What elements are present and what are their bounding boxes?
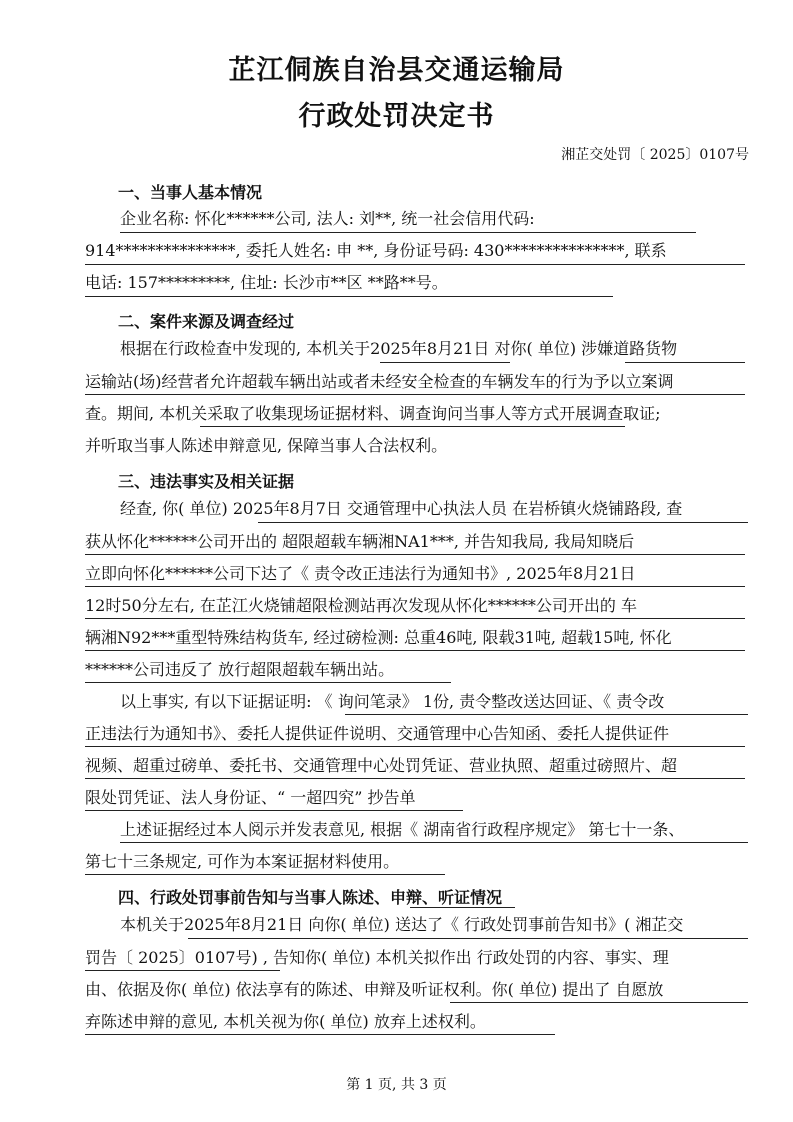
fill-underline [85, 296, 613, 297]
fill-underline [410, 907, 515, 908]
fill-underline [120, 232, 696, 233]
fill-underline [200, 426, 625, 427]
fill-underline [85, 618, 745, 619]
section-2-line-1: 根据在行政检查中发现的, 本机关于2025年8月21日 对你( 单位) 涉嫌道路货物 [120, 339, 678, 358]
section-3-line-11: 上述证据经过本人阅示并发表意见, 根据《 湖南省行政程序规定》 第七十一条、 [120, 820, 685, 839]
section-3-line-10: 限处罚凭证、法人身份证、“ 一超四究” 抄告单 [85, 788, 416, 807]
section-1-line-3: 电话: 157*********, 住址: 长沙市**区 **路**号。 [85, 273, 448, 292]
document-title: 芷江侗族自治县交通运输局 [228, 55, 565, 86]
fill-underline [345, 714, 748, 715]
fill-underline [85, 810, 463, 811]
section-3-heading: 三、违法事实及相关证据 [118, 472, 295, 491]
section-4-line-2: 罚告〔 2025〕0107号) , 告知你( 单位) 本机关拟作出 行政处罚的内容、事实、理 [85, 948, 669, 967]
fill-underline [85, 1034, 555, 1035]
section-4-line-3: 由、依据及你( 单位) 依法享有的陈述、申辩及听证权利。你( 单位) 提出了 自愿放 [85, 980, 664, 999]
fill-underline [258, 522, 748, 523]
section-3-line-8: 正违法行为通知书》、委托人提供证件说明、交通管理中心告知函、委托人提供证件 [85, 724, 670, 743]
fill-underline [450, 1002, 748, 1003]
document-subtitle: 行政处罚决定书 [298, 101, 495, 132]
section-3-line-7: 以上事实, 有以下证据证明: 《 询问笔录》 1份, 责令整改送达回证、《 责令改 [120, 692, 665, 711]
section-3-line-4: 12时50分左右, 在芷江火烧铺超限检测站再次发现从怀化******公司开出的 车 [85, 596, 637, 615]
section-3-line-5: 辆湘N92***重型特殊结构货车, 经过磅检测: 总重46吨, 限载31吨, 超载15吨, 怀化 [85, 628, 672, 647]
fill-underline [625, 362, 745, 363]
section-4-line-1: 本机关于2025年8月21日 向你( 单位) 送达了《 行政处罚事前告知书》( 湘芷交 [120, 915, 684, 934]
fill-underline [85, 682, 451, 683]
section-4-heading: 四、行政处罚事前告知与当事人陈述、申辩、听证情况 [118, 888, 503, 907]
fill-underline [188, 938, 748, 939]
section-3-line-9: 视频、超重过磅单、委托书、交通管理中心处罚凭证、营业执照、超重过磅照片、超 [85, 756, 678, 775]
document-number: 湘芷交处罚〔 2025〕0107号 [561, 147, 749, 163]
section-2-line-2: 运输站(场)经营者允许超载车辆出站或者未经安全检查的车辆发车的行为予以立案调 [85, 372, 674, 391]
section-3-line-12: 第七十三条规定, 可作为本案证据材料使用。 [85, 852, 400, 871]
section-2-line-3: 查。期间, 本机关采取了收集现场证据材料、调查询问当事人等方式开展调查取证; [85, 404, 661, 423]
section-1-line-1: 企业名称: 怀化******公司, 法人: 刘**, 统一社会信用代码: [120, 209, 535, 228]
section-2-line-4: 并听取当事人陈述申辩意见, 保障当事人合法权利。 [85, 436, 448, 455]
section-3-line-6: ******公司违反了 放行超限超载车辆出站。 [85, 660, 395, 679]
section-2-heading: 二、案件来源及调查经过 [118, 312, 295, 331]
fill-underline [85, 264, 745, 265]
fill-underline [85, 970, 280, 971]
section-3-line-3: 立即向怀化******公司下达了《 责令改正违法行为通知书》, 2025年8月21日 [85, 564, 636, 583]
fill-underline [85, 394, 745, 395]
page-footer: 第 1 页, 共 3 页 [346, 1077, 447, 1093]
fill-underline [85, 586, 745, 587]
section-4-line-4: 弃陈述申辩的意见, 本机关视为你( 单位) 放弃上述权利。 [85, 1012, 486, 1031]
fill-underline [85, 650, 745, 651]
section-1-line-2: 914***************, 委托人姓名: 申 **, 身份证号码: 430***************, 联系 [85, 241, 667, 260]
section-3-line-2: 获从怀化******公司开出的 超限超载车辆湘NA1***, 并告知我局, 我局知晓后 [85, 532, 635, 551]
fill-underline [85, 746, 745, 747]
fill-underline [380, 362, 510, 363]
fill-underline [85, 874, 445, 875]
fill-underline [85, 778, 745, 779]
fill-underline [85, 554, 745, 555]
section-1-heading: 一、当事人基本情况 [118, 183, 263, 202]
fill-underline [120, 842, 748, 843]
section-3-line-1: 经查, 你( 单位) 2025年8月7日 交通管理中心执法人员 在岩桥镇火烧铺路段, 查 [120, 499, 683, 518]
